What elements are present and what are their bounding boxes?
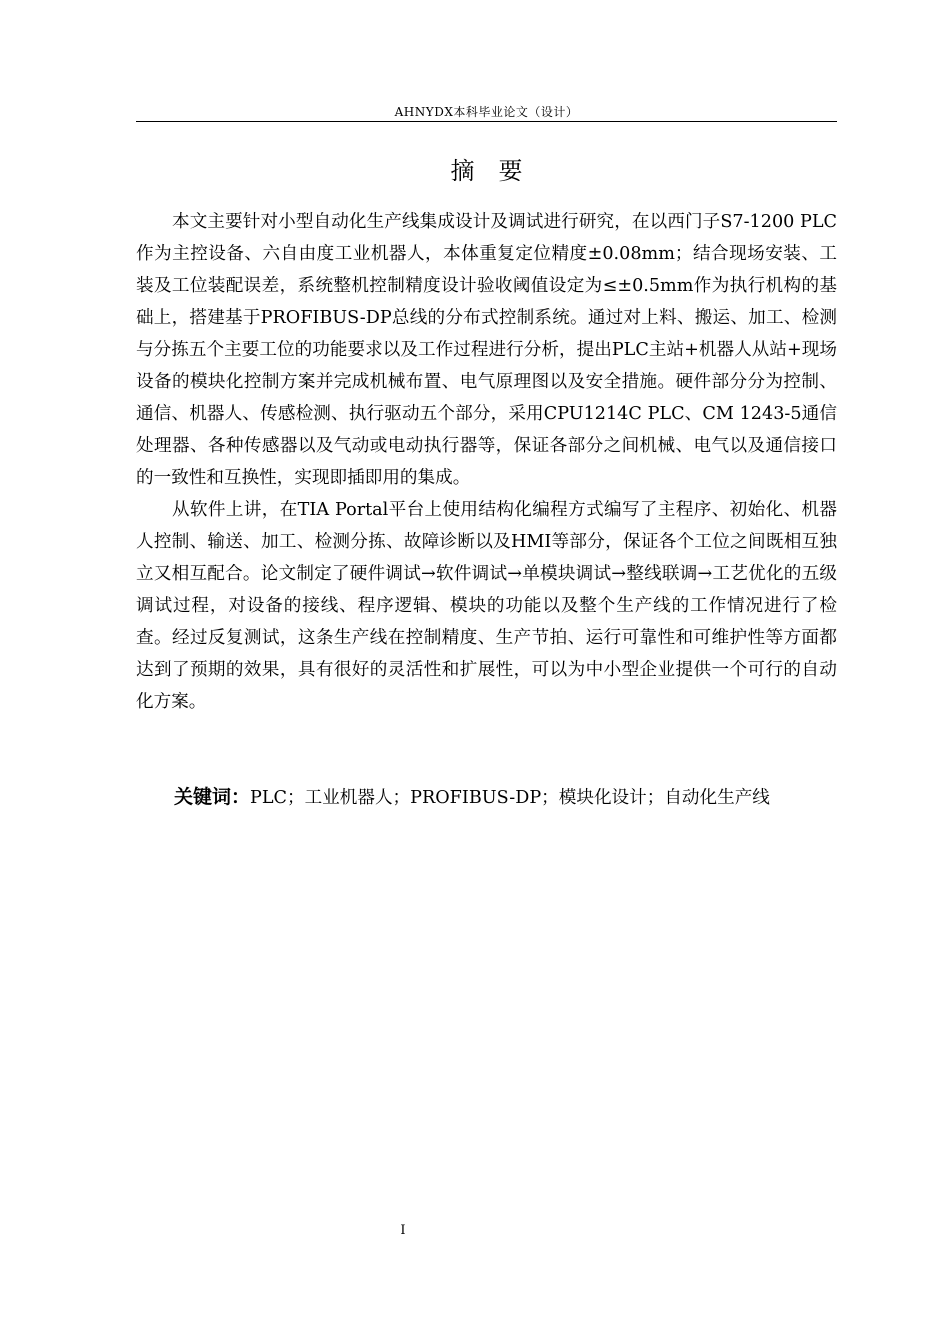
page-number: I (400, 1223, 406, 1238)
running-header-text: AHNYDX本科毕业论文（设计） (394, 105, 579, 119)
abstract-title: 摘要 (450, 157, 547, 185)
abstract-body (136, 206, 837, 718)
keywords-label: 关键词： (174, 786, 251, 808)
keywords-list: PLC；工业机器人；PROFIBUS-DP；模块化设计；自动化生产线 (250, 788, 770, 808)
running-header (136, 104, 837, 122)
abstract-paragraph-2: 从软件上讲，在TIA Portal平台上使用结构化编程方式编写了主程序、初始化、机器人控制、输送、加工、检测分拣、故障诊断以及HMI等部分，保证各个工位之间既相互独立又相互配合。论文制定了硬件调试→软件调试→单模块调试→整线联调→工艺优化的五级调试过程，对设备的接线、程序逻辑、模块的功能以及整个生产线的工作情况进行了检查。经过反复测试，这条生产线在控制精度、生产节拍、运行可靠性和可维护性等方面都达到了预期的效果，具有很好的灵活性和扩展性，可以为中小型企业提供一个可行的自动化方案。 (136, 500, 837, 712)
keywords-line (174, 782, 837, 813)
abstract-paragraph-1: 本文主要针对小型自动化生产线集成设计及调试进行研究，在以西门子S7-1200 PLC作为主控设备、六自由度工业机器人，本体重复定位精度±0.08mm；结合现场安装、工装及工位装配误差，系统整机控制精度设计验收阈值设定为≤±0.5mm作为执行机构的基础上，搭建基于PROFIBUS-DP总线的分布式控制系统。通过对上料、搬运、加工、检测与分拣五个主要工位的功能要求以及工作过程进行分析，提出PLC主站+机器人从站+现场设备的模块化控制方案并完成机械布置、电气原理图以及安全措施。硬件部分分为控制、通信、机器人、传感检测、执行驱动五个部分，采用CPU1214C PLC、CM 1243-5通信处理器、各种传感器以及气动或电动执行器等，保证各部分之间机械、电气以及通信接口的一致性和互换性，实现即插即用的集成。 (136, 212, 837, 488)
